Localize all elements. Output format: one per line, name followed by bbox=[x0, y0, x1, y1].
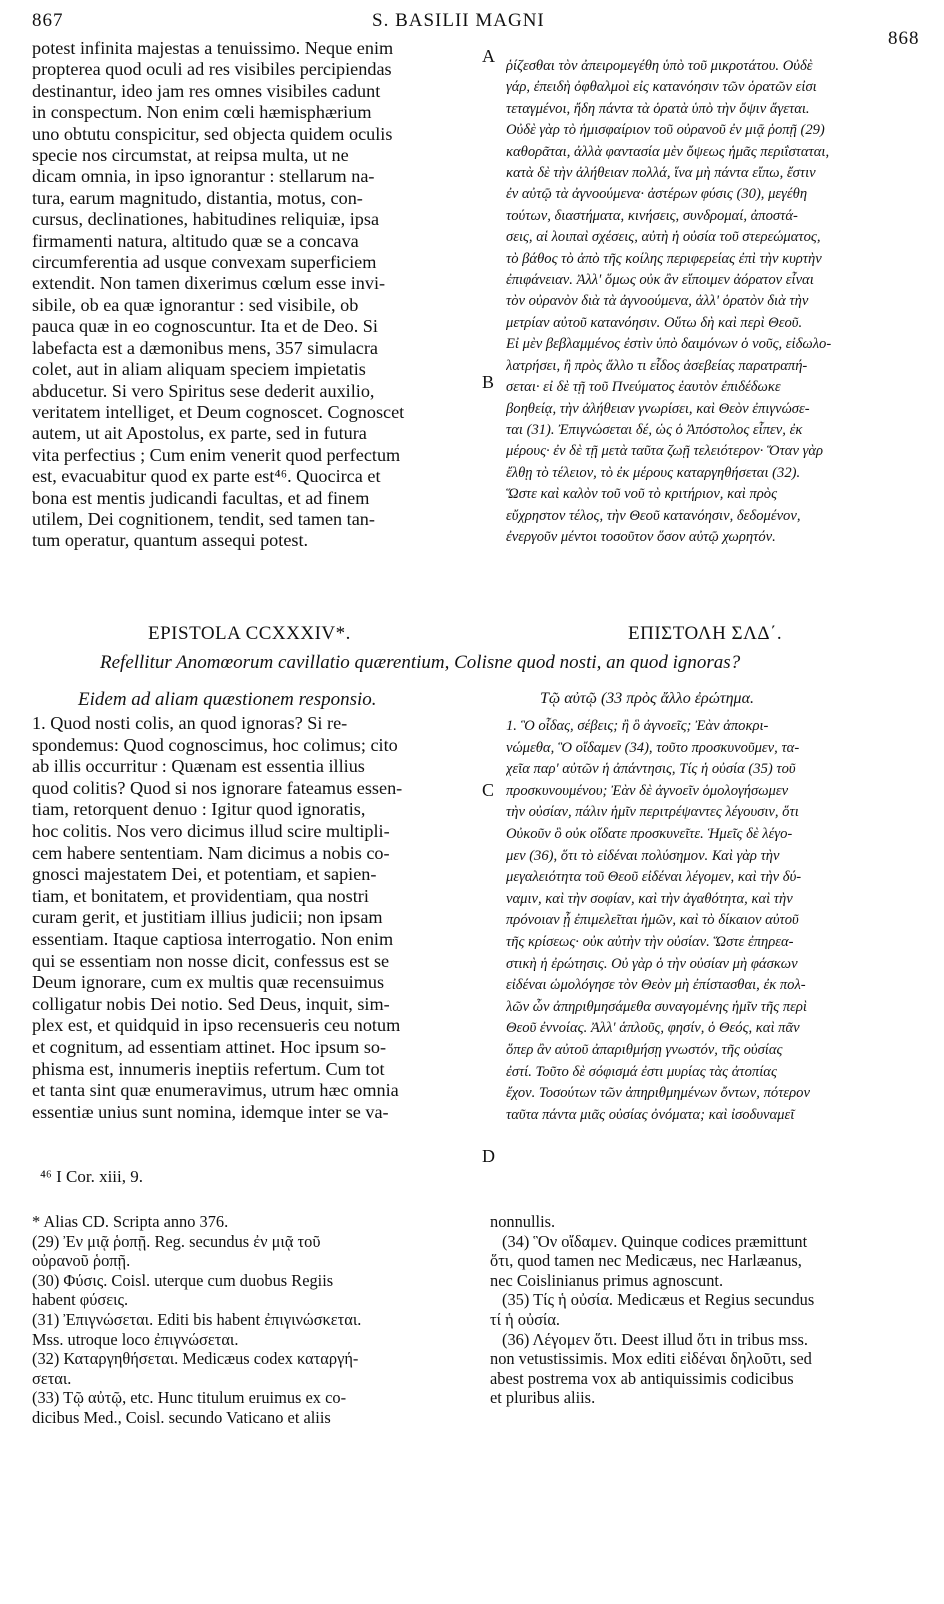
text-line: autem, ut ait Apostolus, ex parte, sed in futura bbox=[32, 423, 367, 444]
text-line: veritatem intelliget, et Deum cognoscet. Cognoscet bbox=[32, 401, 405, 422]
text-line: extendit. Non tamen dixerimus cœlum esse invi- bbox=[32, 273, 386, 294]
text-line: essentiam. Itaque captiosa interrogatio. Non enim bbox=[32, 928, 394, 949]
text-line: ἐν αὐτῷ τὰ ἀγνοούμενα· ἀστέρων φύσις (30), μεγέθη bbox=[506, 186, 808, 203]
text-line: firmamenti natura, altitudo quæ se a concava bbox=[32, 230, 359, 251]
text-line: εἰδέναι ὡμολόγησε τὸν Θεὸν μὴ ἐπίστασθαι, ἐκ πολ- bbox=[506, 977, 806, 994]
text-line: τεταγμένοι, ἤδη πάντα τὰ ὁρατὰ ὑπὸ τὴν ὄψιν ἄγεται. bbox=[506, 100, 810, 117]
text-line: Θεοῦ ἐννοίας. Ἀλλ' ἁπλοῦς, φησίν, ὁ Θεός, καὶ πᾶν bbox=[506, 1020, 800, 1037]
text-line: dicam omnia, in ipso ignorantur : stellarum na- bbox=[32, 166, 375, 187]
text-line: labefacta est a dæmonibus mens, 357 simulacra bbox=[32, 337, 378, 358]
text-line: μετρίαν αὐτοῦ κατανόησιν. Οὕτω δὴ καὶ περὶ Θεοῦ. bbox=[506, 314, 803, 331]
text-line: specie nos circumstat, at reipsa multa, ut ne bbox=[32, 145, 349, 166]
text-line: 1. Quod nosti colis, an quod ignoras? Si re- bbox=[32, 713, 348, 733]
text-line: plex est, et quidquid in ipso recensueris ceu notum bbox=[32, 1015, 401, 1036]
footnote-line: ὅτι, quod tamen nec Medicæus, nec Harlæanus, bbox=[490, 1252, 802, 1271]
text-line: μέρους· ἐν δὲ τῇ μετὰ ταῦτα ζωῇ τελειότερον· Ὅταν γὰρ bbox=[506, 443, 824, 460]
greek-column-top bbox=[506, 56, 926, 548]
footnote-line: (32) Καταργηθήσεται. Medicæus codex καταργή- bbox=[32, 1350, 359, 1369]
scripture-note: ⁴⁶ I Cor. xiii, 9. bbox=[40, 1167, 143, 1186]
text-line: χεῖα παρ' αὐτῶν ἡ ἀπάντησις, Τίς ἡ οὐσία (35) τοῦ bbox=[506, 761, 796, 778]
text-line: ἔλθῃ τὸ τέλειον, τὸ ἐκ μέρους καταργηθήσεται (32). bbox=[506, 464, 801, 481]
text-line: est, evacuabitur quod ex parte est⁴⁶. Quocirca et bbox=[32, 466, 381, 487]
text-line: et tanta sint quæ enumeravimus, utrum hæc omnia bbox=[32, 1080, 399, 1101]
left-page-number: 867 bbox=[32, 10, 64, 31]
text-line: πρόνοιαν ᾗ ἐπιμελεῖται ἡμῶν, καὶ τὸ δίκαιον αὐτοῦ bbox=[506, 912, 799, 929]
text-line: 1. Ὃ οἶδας, σέβεις; ἢ ὃ ἀγνοεῖς; Ἐὰν ἀποκρι- bbox=[506, 718, 769, 734]
latin-epistle-title: EPISTOLA CCXXXIV*. bbox=[148, 623, 351, 644]
footnote-line: non vetustissimis. Mox editi εἰδέναι δηλοῦτι, sed bbox=[490, 1350, 812, 1369]
footnotes-left bbox=[32, 1213, 482, 1429]
greek-epistle-title: ΕΠΙΣΤΟΛΗ ΣΛΔ΄. bbox=[628, 623, 783, 644]
text-line: in conspectum. Non enim cœli hæmisphærium bbox=[32, 102, 372, 123]
text-line: utilem, Dei cognitionem, tendit, sed tamen tan- bbox=[32, 508, 375, 529]
text-line: sibile, ob ea quæ ignorantur : sed visibile, ob bbox=[32, 294, 359, 315]
margin-letter-d: D bbox=[482, 1146, 495, 1166]
text-line: uno obtutu conspicitur, sed objecta quidem oculis bbox=[32, 123, 393, 144]
text-line: τὸ βάθος τὸ ἀπὸ τῆς κοίλης περιφερείας ἐπὶ τὴν κυρτὴν bbox=[506, 250, 822, 267]
text-line: κατὰ δὲ τὴν ἀλήθειαν πολλά, ἵνα μὴ πάντα εἴπω, ἔστιν bbox=[506, 165, 816, 182]
footnote-line: (31) Ἐπιγνώσεται. Editi bis habent ἐπιγινώσκεται. bbox=[32, 1310, 362, 1329]
text-line: καθορᾶται, ἀλλὰ φαντασία μὲν ὄψεως ἡμᾶς περιΐσταται, bbox=[506, 143, 830, 160]
epistle-subtitle: Refellitur Anomœorum cavillatio quærentium, Colisne quod nosti, an quod ignoras? bbox=[100, 652, 741, 673]
margin-letter-a: A bbox=[482, 46, 495, 66]
running-title: S. BASILII MAGNI bbox=[372, 10, 545, 31]
text-line: ται (31). Ἐπιγνώσεται δέ, ὡς ὁ Ἀπόστολος εἶπεν, ἐκ bbox=[506, 421, 803, 438]
greek-column-body bbox=[506, 716, 926, 1126]
text-line: tum operatur, quantum assequi potest. bbox=[32, 530, 309, 551]
text-line: destinantur, ideo jam res omnes visibiles cadunt bbox=[32, 80, 381, 101]
text-line: ταῦτα πάντα μιᾶς οὐσίας ὀνόματα; καὶ ἰσοδυναμεῖ bbox=[506, 1106, 795, 1123]
text-line: ἐστί. Τοῦτο δὲ σόφισμά ἐστι μυρίας τὰς ἀτοπίας bbox=[506, 1063, 777, 1080]
text-line: et cognitum, ad essentiam attinet. Hoc ipsum so- bbox=[32, 1036, 387, 1057]
text-line: cursus, declinationes, habitudines reliquiæ, ipsa bbox=[32, 209, 380, 230]
margin-letter-c: C bbox=[482, 780, 495, 800]
footnote-line: dicibus Med., Coisl. secundo Vaticano et aliis bbox=[32, 1408, 331, 1427]
footnote-line: (33) Τῷ αὐτῷ, etc. Hunc titulum eruimus ex co- bbox=[32, 1389, 347, 1408]
text-line: εὔχρηστον τέλος, τὴν Θεοῦ κατανόησιν, δεδομένον, bbox=[506, 507, 801, 524]
text-line: μεν (36), ὅτι τὸ εἰδέναι πολύσημον. Καὶ γὰρ τὴν bbox=[506, 847, 780, 864]
text-line: propterea quod oculi ad res visibiles percipiendas bbox=[32, 59, 392, 80]
right-page-number: 868 bbox=[888, 28, 920, 49]
footnote-line: et pluribus aliis. bbox=[490, 1389, 596, 1408]
text-line: Οὐκοῦν ὃ οὐκ οἴδατε προσκυνεῖτε. Ἡμεῖς δὲ λέγο- bbox=[506, 825, 793, 842]
text-line: spondemus: Quod cognoscimus, hoc colimus; cito bbox=[32, 734, 398, 755]
text-line: σεται· εἰ δὲ τῇ τοῦ Πνεύματος ἑαυτὸν ἐπιδέδωκε bbox=[506, 379, 781, 396]
text-line: ἐνεργοῦν μέντοι τοσοῦτον ὅσον αὐτῷ χωρητόν. bbox=[506, 528, 776, 545]
text-line: bona est mentis judicandi facultas, et ad finem bbox=[32, 487, 370, 508]
text-line: curam gerit, et justitiam illius judicii; non ipsam bbox=[32, 907, 383, 928]
footnote-line: (29) Ἐν μιᾷ ῥοπῇ. Reg. secundus ἐν μιᾷ τοῦ bbox=[32, 1232, 321, 1251]
text-line: potest infinita majestas a tenuissimo. Neque enim bbox=[32, 38, 394, 58]
text-line: ῥίζεσθαι τὸν ἀπειρομεγέθη ὑπὸ τοῦ μικροτάτου. Οὐδὲ bbox=[506, 58, 813, 74]
text-line: tiam, retorquent denuo : Igitur quod ignoratis, bbox=[32, 799, 366, 820]
text-line: τούτων, διαστήματα, κινήσεις, συνδρομαί, ἀποστά- bbox=[506, 207, 798, 224]
footnote-line: (30) Φύσις. Coisl. uterque cum duobus Regiis bbox=[32, 1271, 334, 1290]
footnote-line: abest postrema vox ab antiquissimis codicibus bbox=[490, 1369, 794, 1388]
footnote-line: nec Coislinianus primus agnoscunt. bbox=[490, 1271, 724, 1290]
text-line: Οὐδὲ γὰρ τὸ ἡμισφαίριον τοῦ οὐρανοῦ ἐν μιᾷ ῥοπῇ (29) bbox=[506, 122, 825, 139]
text-line: τὸν οὐρανὸν διὰ τὰ ἀγνοούμενα, ἀλλ' ὁρατὸν διὰ τὴν bbox=[506, 293, 809, 310]
text-line: Deum ignorare, cum ex multis quæ recensuimus bbox=[32, 972, 385, 993]
text-line: προσκυνουμένου; Ἐὰν δὲ ἀγνοεῖν ὁμολογήσωμεν bbox=[506, 782, 789, 799]
text-line: μεγαλειότητα τοῦ Θεοῦ εἰδέναι λέγομεν, καὶ τὴν δύ- bbox=[506, 869, 802, 886]
margin-letter-b: B bbox=[482, 372, 495, 392]
footnote-line: (35) Τίς ἡ οὐσία. Medicæus et Regius secundus bbox=[502, 1291, 815, 1310]
text-line: λῶν ὧν ἀπηριθμησάμεθα συναγομένης ἡμῖν τῆς περὶ bbox=[506, 998, 807, 1015]
footnote-line: (36) Λέγομεν ὅτι. Deest illud ὅτι in tribus mss. bbox=[502, 1330, 809, 1349]
footnote-line: Mss. utroque loco ἐπιγνώσεται. bbox=[32, 1330, 239, 1349]
text-line: νώμεθα, Ὃ οἴδαμεν (34), τοῦτο προσκυνοῦμεν, τα- bbox=[506, 739, 800, 756]
text-line: tura, earum magnitudo, distantia, motus, con- bbox=[32, 187, 363, 208]
footnote-line: τί ἡ οὐσία. bbox=[490, 1310, 561, 1329]
footnote-line: nonnullis. bbox=[490, 1213, 556, 1231]
text-line: qui se essentiam non nosse dicit, confessus est se bbox=[32, 950, 390, 971]
text-line: essentiæ unius sunt nomina, idemque inter se va- bbox=[32, 1101, 389, 1122]
text-line: σεις, αἱ λοιπαὶ σχέσεις, αὐτὴ ἡ οὐσία τοῦ στερεώματος, bbox=[506, 229, 821, 246]
text-line: ὅπερ ἂν αὐτοῦ ἀπαριθμήσῃ γνωστόν, τῆς οὐσίας bbox=[506, 1041, 783, 1058]
latin-heading: Eidem ad aliam quæstionem responsio. bbox=[78, 689, 377, 710]
footnote-line: σεται. bbox=[32, 1369, 72, 1388]
text-line: Εἰ μὲν βεβλαμμένος ἐστὶν ὑπὸ δαιμόνων ὁ νοῦς, εἰδωλο- bbox=[506, 336, 832, 353]
text-line: στικὴ ἡ ἐρώτησις. Οὐ γὰρ ὁ τὴν οὐσίαν μὴ φάσκων bbox=[506, 955, 798, 972]
text-line: ἔχον. Τοσούτων τῶν ἀπηριθμημένων ὄντων, πότερον bbox=[506, 1085, 810, 1102]
footnote-line: (34) Ὃν οἴδαμεν. Quinque codices præmittunt bbox=[502, 1232, 808, 1251]
text-line: hoc colitis. Nos vero dicimus illud scire multipli- bbox=[32, 820, 390, 841]
text-line: ναμιν, καὶ τὴν σοφίαν, καὶ τὴν ἀγαθότητα, καὶ τὴν bbox=[506, 890, 793, 907]
text-line: λατρήσει, ἢ πρὸς ἄλλο τι εἶδος ἀσεβείας παρατραπή- bbox=[506, 357, 808, 374]
footnote-line: οὐρανοῦ ῥοπῇ. bbox=[32, 1252, 131, 1271]
text-line: colligatur nobis Dei notio. Sed Deus, inquit, sim- bbox=[32, 993, 390, 1014]
text-line: τῆς κρίσεως· οὐκ αὐτὴν τὴν οὐσίαν. Ὥστε ἐπηρεα- bbox=[506, 933, 794, 950]
text-line: quod colitis? Quod si nos ignorare fateamus essen- bbox=[32, 777, 403, 798]
text-line: phisma est, innumeris ineptiis refertum. Cum tot bbox=[32, 1058, 385, 1079]
text-line: abducetur. Si vero Spiritus sese dederit auxilio, bbox=[32, 380, 375, 401]
latin-column-body bbox=[32, 713, 480, 1123]
footnote-line: habent φύσεις. bbox=[32, 1291, 129, 1310]
text-line: colet, aut in aliam aliquam speciem impietatis bbox=[32, 359, 366, 380]
text-line: pauca quæ in eo cognoscuntur. Ita et de Deo. Si bbox=[32, 316, 378, 337]
footnote-line: * Alias CD. Scripta anno 376. bbox=[32, 1213, 229, 1231]
latin-column-top bbox=[32, 38, 480, 552]
text-line: ab illis occurritur : Quænam est essentia illius bbox=[32, 756, 365, 777]
footnotes-right bbox=[490, 1213, 930, 1409]
text-line: tiam, et bonitatem, et providentiam, qua nostri bbox=[32, 885, 369, 906]
text-line: βοηθείᾳ, τὴν ἀλήθειαν γνωρίσει, καὶ Θεὸν ἐπιγνώσε- bbox=[506, 400, 810, 417]
text-line: circumferentia ad usque convexam superficiem bbox=[32, 252, 377, 273]
text-line: τὴν οὐσίαν, πάλιν ἡμῖν περιτρέψαντες λέγουσιν, ὅτι bbox=[506, 804, 799, 821]
text-line: gnosci majestatem Dei, et potentiam, et sapien- bbox=[32, 864, 377, 885]
text-line: γάρ, ἐπειδὴ ὀφθαλμοὶ εἰς κατανόησιν τῶν ὁρατῶν εἰσι bbox=[506, 79, 817, 96]
text-line: vita perfectius ; Cum enim venerit quod perfectum bbox=[32, 444, 401, 465]
text-line: Ὥστε καὶ καλὸν τοῦ νοῦ τὸ κριτήριον, καὶ πρὸς bbox=[506, 486, 778, 503]
text-line: cem habere sententiam. Nam dicimus a nobis co- bbox=[32, 842, 390, 863]
greek-heading: Τῷ αὐτῷ (33 πρὸς ἄλλο ἐρώτημα. bbox=[540, 690, 754, 707]
text-line: ἐπιφάνειαν. Ἀλλ' ὅμως οὐκ ἂν εἴποιμεν ἀόρατον εἶναι bbox=[506, 272, 814, 289]
